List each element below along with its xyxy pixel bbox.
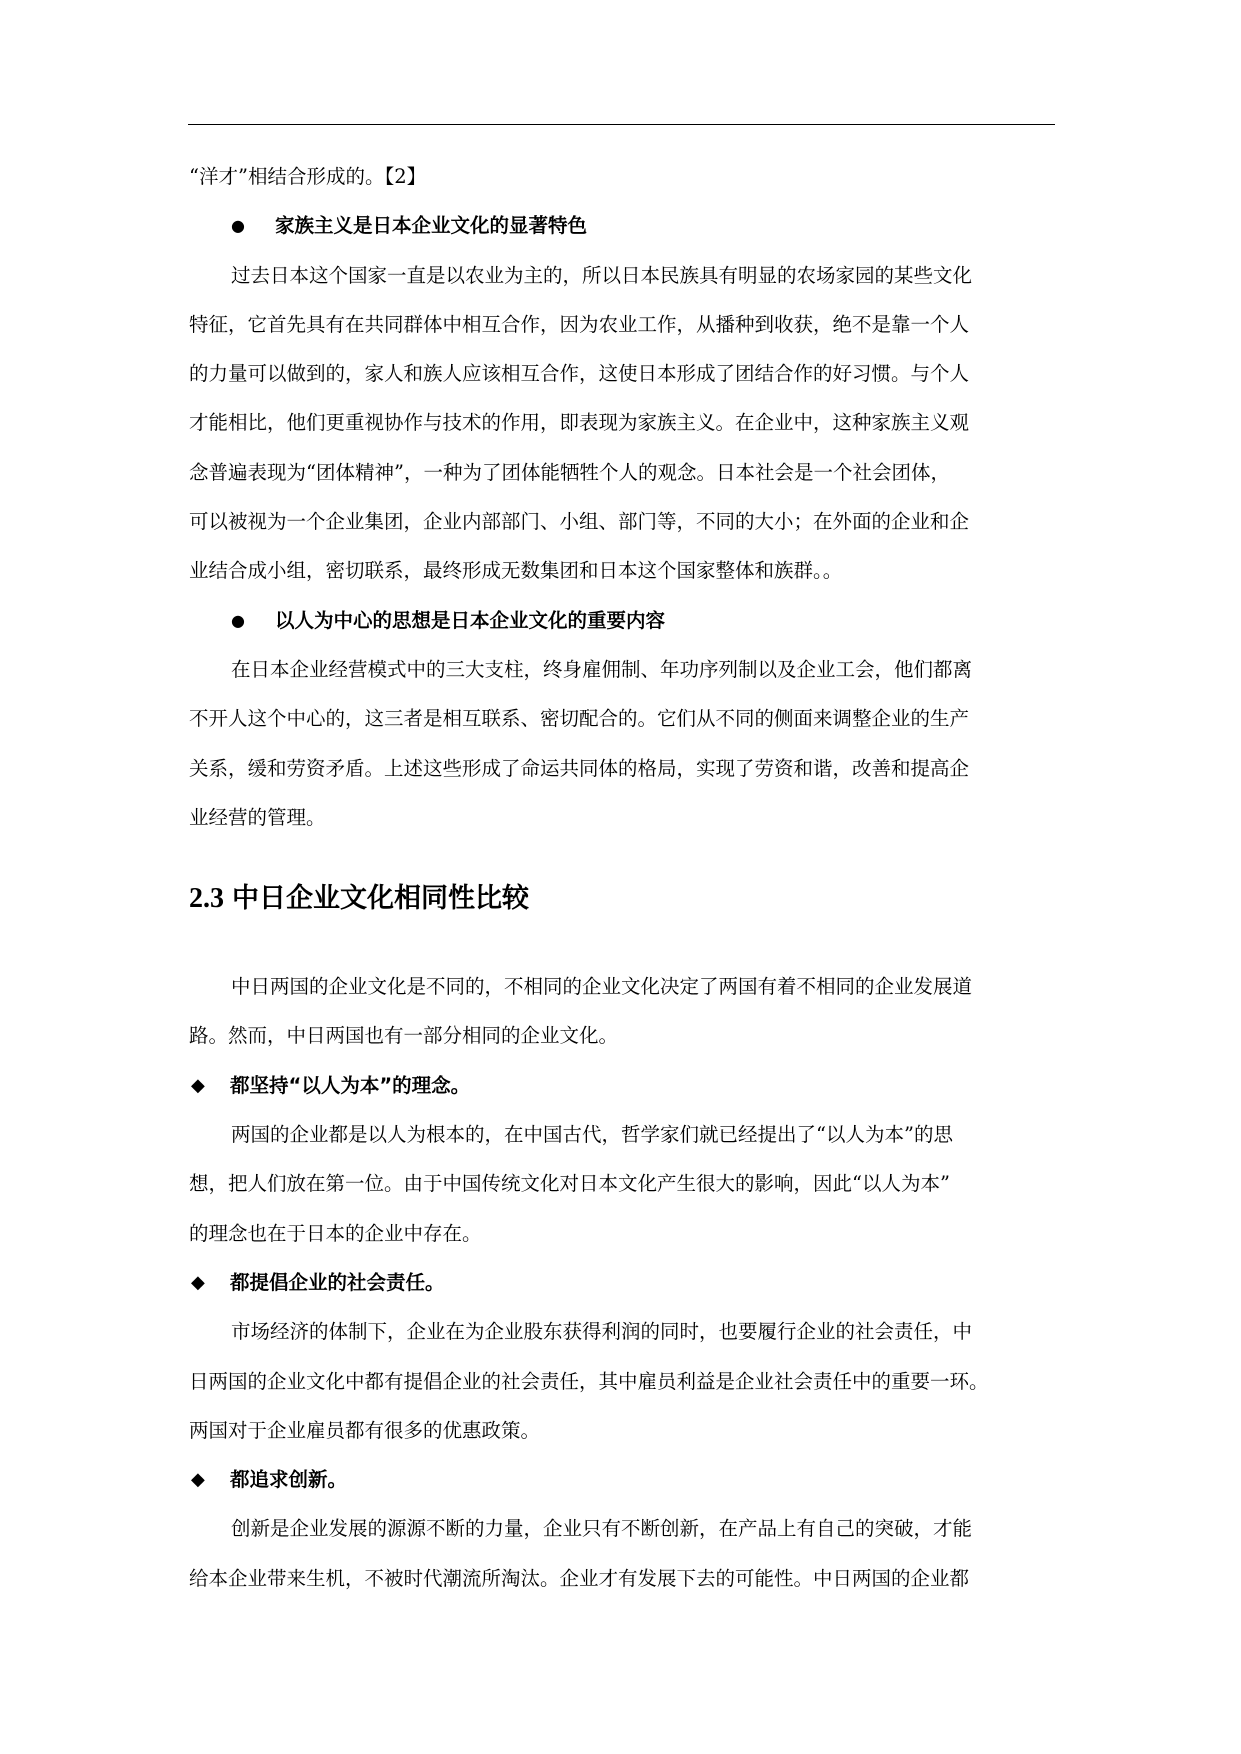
point-heading-social — [189, 1258, 1069, 1307]
text-line: “洋才”相结合形成的。【2】 — [189, 165, 427, 188]
text-line: 过去日本这个国家一直是以农业为主的，所以日本民族具有明显的农场家园的某些文化 — [231, 263, 973, 287]
text-line: 在日本企业经营模式中的三大支柱，终身雇佣制、年功序列制以及企业工会，他们都离 — [231, 657, 973, 681]
text-line: 的力量可以做到的，家人和族人应该相互合作，这使日本形成了团结合作的好习惯。与个人 — [189, 362, 970, 386]
paragraph-innovation — [189, 1504, 1069, 1603]
text-line: 业结合成小组，密切联系，最终形成无数集团和日本这个国家整体和族群。。 — [189, 559, 843, 583]
text-line: 特征，它首先具有在共同群体中相互合作，因为农业工作，从播种到收获，绝不是靠一个人 — [189, 312, 970, 336]
section-title: 中日企业文化相同性比较 — [232, 883, 529, 915]
text-line: 给本企业带来生机，不被时代潮流所淘汰。企业才有发展下去的可能性。中日两国的企业都 — [189, 1566, 970, 1590]
paragraph-social — [189, 1307, 1069, 1455]
point-heading-label: 都坚持“以人为本”的理念。 — [230, 1073, 471, 1097]
point-heading-people-first — [189, 1061, 1069, 1110]
bullet-heading-family — [189, 201, 1069, 250]
diamond-bullet-icon: ◆ — [191, 1074, 205, 1096]
paragraph-family — [189, 251, 1069, 596]
text-line: 关系，缓和劳资矛盾。上述这些形成了命运共同体的格局，实现了劳资和谐，改善和提高企 — [189, 756, 970, 780]
paragraph-intro — [189, 962, 1069, 1061]
text-line: 两国的企业都是以人为根本的，在中国古代，哲学家们就已经提出了“以人为本”的思 — [231, 1123, 953, 1147]
header-rule — [188, 124, 1055, 125]
text-line: 日两国的企业文化中都有提倡企业的社会责任，其中雇员利益是企业社会责任中的重要一环。 — [189, 1369, 989, 1393]
document-body — [189, 152, 1069, 1603]
point-heading-label: 都提倡企业的社会责任。 — [230, 1270, 445, 1294]
section-heading — [189, 864, 1069, 934]
text-line: 可以被视为一个企业集团，企业内部部门、小组、部门等，不同的大小；在外面的企业和企 — [189, 510, 970, 534]
paragraph-people — [189, 645, 1069, 842]
text-line: 两国对于企业雇员都有很多的优惠政策。 — [189, 1418, 541, 1442]
point-heading-label: 都追求创新。 — [230, 1468, 348, 1492]
section-number: 2.3 — [189, 883, 224, 915]
diamond-bullet-icon: ◆ — [191, 1469, 205, 1491]
bullet-circle-icon: ● — [231, 610, 245, 630]
continuation-line — [189, 152, 1069, 201]
diamond-bullet-icon: ◆ — [191, 1271, 205, 1293]
text-line: 念普遍表现为“团体精神”，一种为了团体能牺牲个人的观念。日本社会是一个社会团体， — [189, 460, 950, 484]
text-line: 不开人这个中心的，这三者是相互联系、密切配合的。它们从不同的侧面来调整企业的生产 — [189, 707, 970, 731]
text-line: 想，把人们放在第一位。由于中国传统文化对日本文化产生很大的影响，因此“以人为本” — [189, 1172, 950, 1196]
text-line: 的理念也在于日本的企业中存在。 — [189, 1221, 482, 1245]
text-line: 中日两国的企业文化是不同的，不相同的企业文化决定了两国有着不相同的企业发展道 — [231, 975, 973, 999]
paragraph-people-first — [189, 1110, 1069, 1258]
bullet-heading-label: 以人为中心的思想是日本企业文化的重要内容 — [275, 608, 666, 632]
bullet-circle-icon: ● — [231, 216, 245, 236]
text-line: 业经营的管理。 — [189, 805, 326, 829]
bullet-heading-label: 家族主义是日本企业文化的显著特色 — [275, 214, 588, 238]
text-line: 创新是企业发展的源源不断的力量，企业只有不断创新，在产品上有自己的突破，才能 — [231, 1517, 973, 1541]
text-line: 才能相比，他们更重视协作与技术的作用，即表现为家族主义。在企业中，这种家族主义观 — [189, 411, 970, 435]
bullet-heading-people — [189, 596, 1069, 645]
text-line: 路。然而，中日两国也有一部分相同的企业文化。 — [189, 1024, 619, 1048]
text-line: 市场经济的体制下，企业在为企业股东获得利润的同时，也要履行企业的社会责任，中 — [231, 1320, 973, 1344]
point-heading-innovation — [189, 1455, 1069, 1504]
